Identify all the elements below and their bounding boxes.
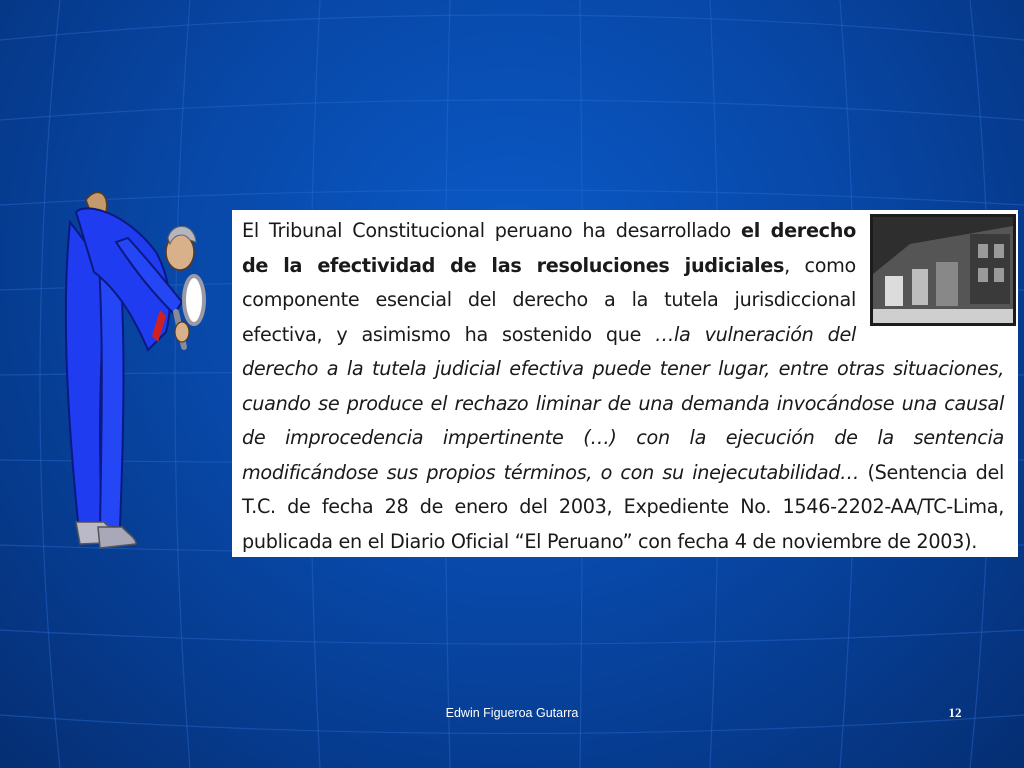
excerpt-citation: (Sentencia del T.C. de fecha 28 de enero del 2003, Expediente No. 1546-2202-AA/TC-Lima, publicada en el Diario Oficial “El Peruano” con fecha 4 de noviembre de 2003). [242,460,1004,553]
building-photo-icon [870,214,1016,326]
quoted-excerpt [232,210,1018,557]
excerpt-bold-phrase: el derecho de la efectividad de las resoluciones judiciales [242,219,856,277]
excerpt-intro: El Tribunal Constitucional peruano ha desarrollado [242,219,742,242]
page-number: 12 [948,705,962,720]
excerpt-italic-quote: …la vulneración del derecho a la tutela judicial efectiva puede tener lugar, entre otras situaciones, cuando se produce el rechazo liminar de una demanda invocándose una causal de improcedencia impertinente (…) con la ejecución de la sentencia modificándose sus propios términos, o con su inejecutabilidad… [242,322,1004,484]
footer-author: Edwin Figueroa Gutarra [445,706,579,720]
excerpt-middle: , como componente esencial del derecho a la tutela jurisdiccional efectiva, y asimismo ha sostenido que [242,253,856,346]
man-with-magnifying-glass-icon [56,182,216,562]
